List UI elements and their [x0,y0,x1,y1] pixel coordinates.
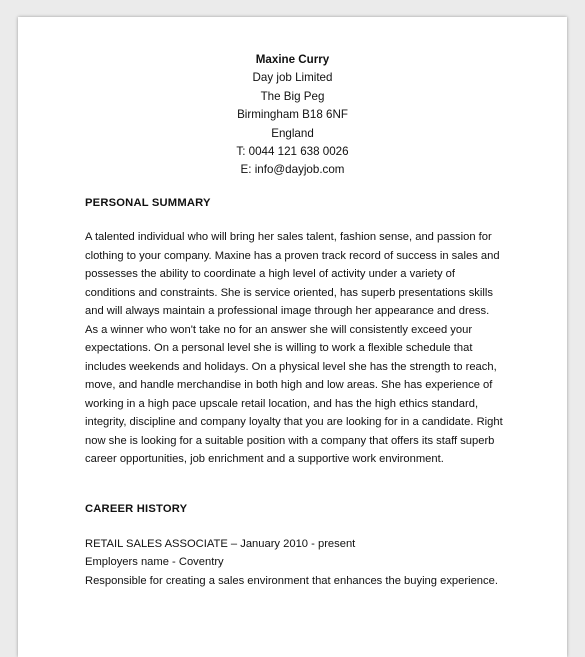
email-line: E: info@dayjob.com [240,163,345,177]
personal-summary-text: A talented individual who will bring her sales talent, fashion sense, and passion for clothing to your company. Maxine has a proven track record of success in sales and possesses the ability to coordinate a high level of activity under a variety of conditions and constraints. She is service oriented, has superb presentations skills and will always maintain a professional image through her appearance and dress. As a winner who won't take no for an answer she will consistently exceed your expectations. On a personal level she is willing to work a flexible schedule that includes weekends and holidays. On a physical level she has the strength to reach, move, and handle merchandise in both high and low areas. She has experience of working in a high pace upscale retail location, and has the high ethics standard, integrity, discipline and company loyalty that you are looking for in a candidate. Right now she is looking for a suitable position with a company that offers its staff superb career opportunities, job enrichment and a supportive work environment. [85,231,503,465]
contact-header [18,51,567,180]
resume-page [18,17,567,657]
career-history-heading: CAREER HISTORY [85,503,188,515]
candidate-name: Maxine Curry [255,53,330,66]
address-line-2: Birmingham B18 6NF [237,108,348,122]
phone-line: T: 0044 121 638 0026 [236,145,349,159]
personal-summary-heading: PERSONAL SUMMARY [85,197,211,209]
company-line: Day job Limited [252,71,333,85]
career-entry [85,535,498,590]
employer-line: Employers name - Coventry [85,556,224,569]
address-line-1: The Big Peg [260,89,325,103]
responsibility-line: Responsible for creating a sales environment that enhances the buying experience. [85,574,498,587]
country-line: England [271,126,314,140]
job-title: RETAIL SALES ASSOCIATE – January 2010 - present [85,538,356,550]
